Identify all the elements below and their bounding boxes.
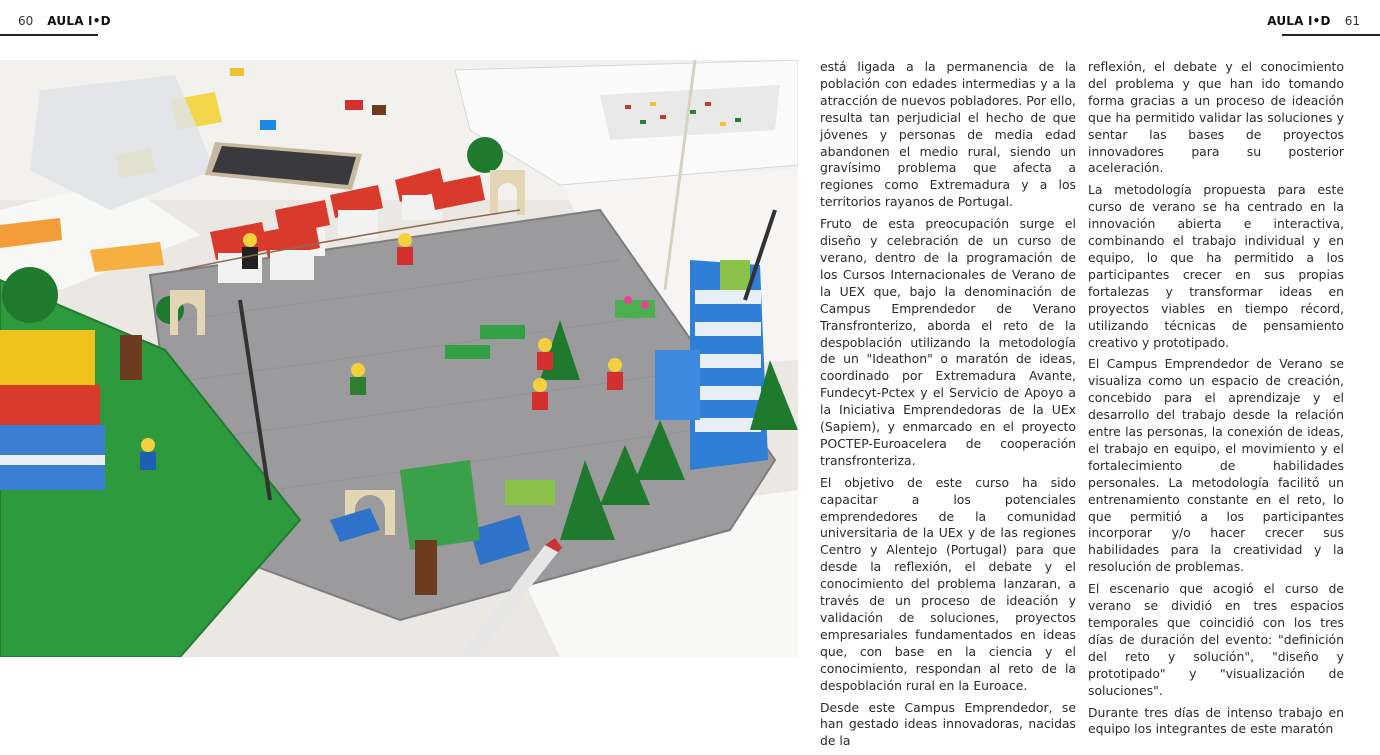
- paragraph: El Campus Emprendedor de Verano se visualiza como un espacio de creación, concebido para el aprendizaje y el desarrollo del trabajo desde la relación entre las personas, la conexión de ideas, el trabajo en equipo, el movimiento y el fortalecimiento de habilidades personales. La metodología facilitó un entrenamiento constante en el reto, lo que permitió a los participantes incorporar y/o hacer crecer sus habilidades para la creatividad y la resolución de problemas.: [1088, 356, 1344, 575]
- lego-prototype-photo: [0, 60, 798, 657]
- paragraph: Fruto de esta preocupación surge el diseño y celebración de un curso de verano, dentro de la programación de los Cursos Internacionales de Verano de la UEX que, bajo la denominación de Campus Emprendedor de Verano Transfronterizo, aborda el reto de la despoblación utilizando la metodología de un "Ideathon" o maratón de ideas, coordinado por Extremadura Avante, Fundecyt-Pctex y el Servicio de Apoyo a la Iniciativa Emprendedoras de la UEx (Sapiem), y enmarcado en el proyecto POCTEP-Euroacelera de cooperación transfronteriza.: [820, 216, 1076, 468]
- paragraph: El objetivo de este curso ha sido capacitar a los potenciales emprendedores de la comunidad universitaria de la UEx y de las regiones Centro y Alentejo (Portugal) para que desde la reflexión, el debate y el conocimiento del problema lanzaran, a través de un proceso de ideación y validación de soluciones, proyectos empresariales fundamentados en ideas que, con base en la ciencia y el conocimiento, respondan al reto de la despoblación rural en la Euroace.: [820, 474, 1076, 693]
- paragraph: El escenario que acogió el curso de verano se dividió en tres espacios temporales que coincidió con los tres días de duración del evento: "definición del reto y solución", "diseño y prototipado" y "visualización de soluciones".: [1088, 581, 1344, 698]
- right-header-rule: [1282, 34, 1380, 36]
- paragraph: Durante tres días de intenso trabajo en equipo los integrantes de este maratón: [1088, 704, 1344, 737]
- right-magazine-brand: AULA I•D: [1267, 14, 1331, 28]
- paragraph: La metodología propuesta para este curso de verano se ha centrado en la innovación abierta e interactiva, combinando el trabajo individual y en equipo, lo que ha permitido a los participantes crecer en sus propias fortalezas y transformar ideas en proyectos viables en tiempo récord, utilizando técnicas de pensamiento creativo y prototipado.: [1088, 182, 1344, 350]
- left-magazine-brand: AULA I•D: [47, 14, 111, 28]
- left-page-header: [18, 14, 111, 28]
- right-page-number: 61: [1344, 14, 1360, 28]
- paragraph: reflexión, el debate y el conocimiento del problema y que han ido tomando forma gracias a un proceso de ideación que ha permitido validar las soluciones y sentar las bases de proyectos innovadores para su posterior aceleración.: [1088, 59, 1344, 176]
- left-header-rule: [0, 34, 98, 36]
- right-page-header: [1267, 14, 1360, 28]
- paragraph: Desde este Campus Emprendedor, se han gestado ideas innovadoras, nacidas de la: [820, 699, 1076, 749]
- text-column-right: [1088, 59, 1344, 743]
- paragraph: está ligada a la permanencia de la población con edades intermedias y a la atracción de nuevos pobladores. Por ello, resulta tan perjudicial el hecho de que jóvenes y personas de media edad abandonen el medio rural, siendo un gravísimo problema que afecta a regiones como Extremadura y a los territorios rayanos de Portugal.: [820, 59, 1076, 210]
- text-column-left: [820, 59, 1076, 755]
- left-page-number: 60: [18, 14, 34, 28]
